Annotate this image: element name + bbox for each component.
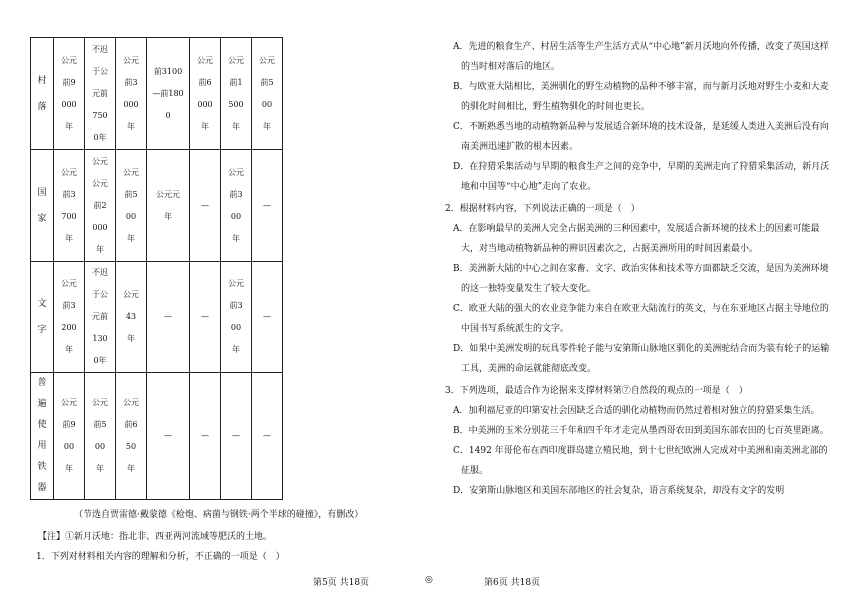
table-cell	[54, 38, 85, 150]
cell-text: 不迟于公元前7500年	[92, 44, 108, 142]
table-cell	[147, 262, 190, 373]
table-cell	[85, 38, 116, 150]
row-label-cell	[31, 150, 54, 262]
cell-text: 公元前1500年	[228, 55, 244, 131]
cell-text: 公元前500年	[123, 167, 139, 243]
cell-text: 公元前3200年	[61, 279, 77, 354]
table-cell	[252, 150, 283, 262]
table-cell	[221, 262, 252, 373]
table-cell	[252, 373, 283, 500]
table-row	[31, 150, 283, 262]
table-cell	[221, 373, 252, 500]
cell-text: 公元前500年	[259, 55, 275, 131]
table-cell	[116, 150, 147, 262]
table-cell	[85, 150, 116, 262]
cell-text: —	[164, 312, 172, 321]
cell-text: 公元前300年	[228, 167, 244, 243]
q3-option-b: B．中美洲的玉米分别花三千年和四千年才走完从墨西哥农田到美国东部农田的七百英里距离。	[453, 426, 829, 436]
table-cell	[116, 373, 147, 500]
q3-option-d: D．安第斯山脉地区和美国东部地区的社会复杂，语言系统复杂，却没有文字的发明	[453, 486, 785, 496]
table-cell	[116, 38, 147, 150]
row-label-cell	[31, 262, 54, 373]
table-cell	[116, 262, 147, 373]
right-column	[445, 37, 830, 501]
row-label: 国家	[37, 187, 47, 224]
page-number-right: 第6页 共18页	[484, 578, 541, 588]
footnote: 【注】①新月沃地：指北非、西亚两河流域等肥沃的土地。	[38, 532, 273, 542]
cell-text: 公元前650年	[123, 398, 139, 473]
question-2-stem: 2．根据材料内容，下列说法正确的一项是（ ）	[445, 204, 640, 214]
row-label-cell	[31, 373, 54, 500]
cell-text: 公元元年	[156, 189, 180, 221]
row-label: 村落	[37, 75, 47, 112]
center-mark: ◎	[425, 575, 433, 585]
row-label: 普遍使用铁器	[37, 378, 47, 493]
question-3-stem: 3．下列选项，最适合作为论据来支撑材料第⑦自然段的观点的一项是（ ）	[445, 386, 748, 396]
table-cell	[221, 38, 252, 150]
row-label-cell	[31, 38, 54, 150]
table-cell	[190, 150, 221, 262]
cell-text: —	[201, 200, 209, 210]
table-cell	[221, 150, 252, 262]
cell-text: —	[263, 312, 271, 321]
table-cell	[85, 262, 116, 373]
q2-option-a: A．在影响最早的美洲人完全占据美洲的三种因素中，发展适合新环境的技术上的因素可能最大，对当地动植物新品种的辨识因素次之，占据美洲所用的时间因素最小。	[453, 224, 820, 254]
q1-option-a: A．先进的粮食生产、村居生活等生产生活方式从“中心地”新月沃地向外传播，改变了英国这样的当时相对落后的地区。	[453, 42, 829, 72]
q1-option-c: C．不断熟悉当地的动植物新品种与发展适合新环境的技术设备，是延缓人类进入美洲后没有向南美洲迅速扩散的根本因素。	[453, 122, 829, 152]
cell-text: 公元前3700年	[61, 167, 77, 243]
cell-text: —	[201, 431, 209, 440]
cell-text: —	[232, 431, 240, 440]
cell-text: 公元前3000年	[123, 55, 139, 131]
cell-text: —	[164, 431, 172, 440]
table-row	[31, 38, 283, 150]
table-cell	[85, 373, 116, 500]
table-cell	[190, 373, 221, 500]
cell-text: 前3100—前1800	[152, 66, 184, 120]
cell-text: —	[263, 431, 271, 440]
cell-text: 公元43年	[123, 290, 139, 343]
table-row	[31, 262, 283, 373]
table-cell	[54, 262, 85, 373]
q1-option-d: D．在狩猎采集活动与早期的粮食生产之间的竞争中，早期的美洲走向了狩猎采集活动，新月沃地和中国等“中心地”走向了农业。	[453, 162, 830, 192]
row-label: 文字	[37, 299, 47, 335]
cell-text: 公元前900年	[61, 398, 77, 473]
cell-text: 公元前500年	[92, 398, 108, 473]
table-cell	[54, 150, 85, 262]
table-cell	[190, 38, 221, 150]
cell-text: 公元前6000年	[197, 55, 213, 131]
table-cell	[252, 262, 283, 373]
table-cell	[252, 38, 283, 150]
q2-option-b: B．美洲新大陆的中心之间在家畜、文字、政治实体和技术等方面都缺乏交流，是因为美洲环境的这一独特变量发生了较大变化。	[453, 264, 829, 294]
cell-text: 公元前9000年	[61, 55, 77, 131]
table-cell	[190, 262, 221, 373]
table-row	[31, 373, 283, 500]
table-cell	[54, 373, 85, 500]
table-cell	[147, 150, 190, 262]
q3-option-a: A．加利福尼亚的印第安社会因缺乏合适的驯化动植物而仍然过着相对独立的狩猎采集生活。	[453, 406, 820, 416]
question-1-stem: 1．下列对材料相关内容的理解和分析，不正确的一项是（ ）	[36, 552, 285, 562]
comparison-table	[30, 37, 283, 500]
source-citation: （节选自贾雷德·戴蒙德《枪炮、病菌与钢铁·两个半球的碰撞》，有删改）	[74, 510, 364, 520]
q2-option-d: D．如果中美洲发明的玩具零件轮子能与安第斯山脉地区驯化的美洲驼结合而为装有轮子的运输工具，美洲的命运就能彻底改变。	[453, 344, 830, 374]
table-cell	[147, 38, 190, 150]
cell-text: 公元前300年	[228, 279, 244, 354]
q3-option-c: C．1492 年哥伦布在西印度群岛建立殖民地，到十七世纪欧洲人完成对中美洲和南美洲北部的征服。	[453, 446, 828, 476]
cell-text: —	[201, 312, 209, 321]
q1-option-b: B．与欧亚大陆相比，美洲驯化的野生动植物的品种不够丰富，而与新月沃地对野生小麦和大麦的驯化时间相比，野生植物驯化的时间也更长。	[453, 82, 829, 112]
cell-text: 不迟于公元前1300年	[92, 268, 108, 365]
cell-text: 公元公元前2000年	[92, 156, 108, 254]
cell-text: —	[263, 200, 271, 210]
q2-option-c: C．欧亚大陆的强大的农业竞争能力来自在欧亚大陆流行的英文，与在东亚地区占据主导地位的中国书写系统派生的文字。	[453, 304, 829, 334]
table-cell	[147, 373, 190, 500]
page-number-left: 第5页 共18页	[313, 578, 370, 588]
